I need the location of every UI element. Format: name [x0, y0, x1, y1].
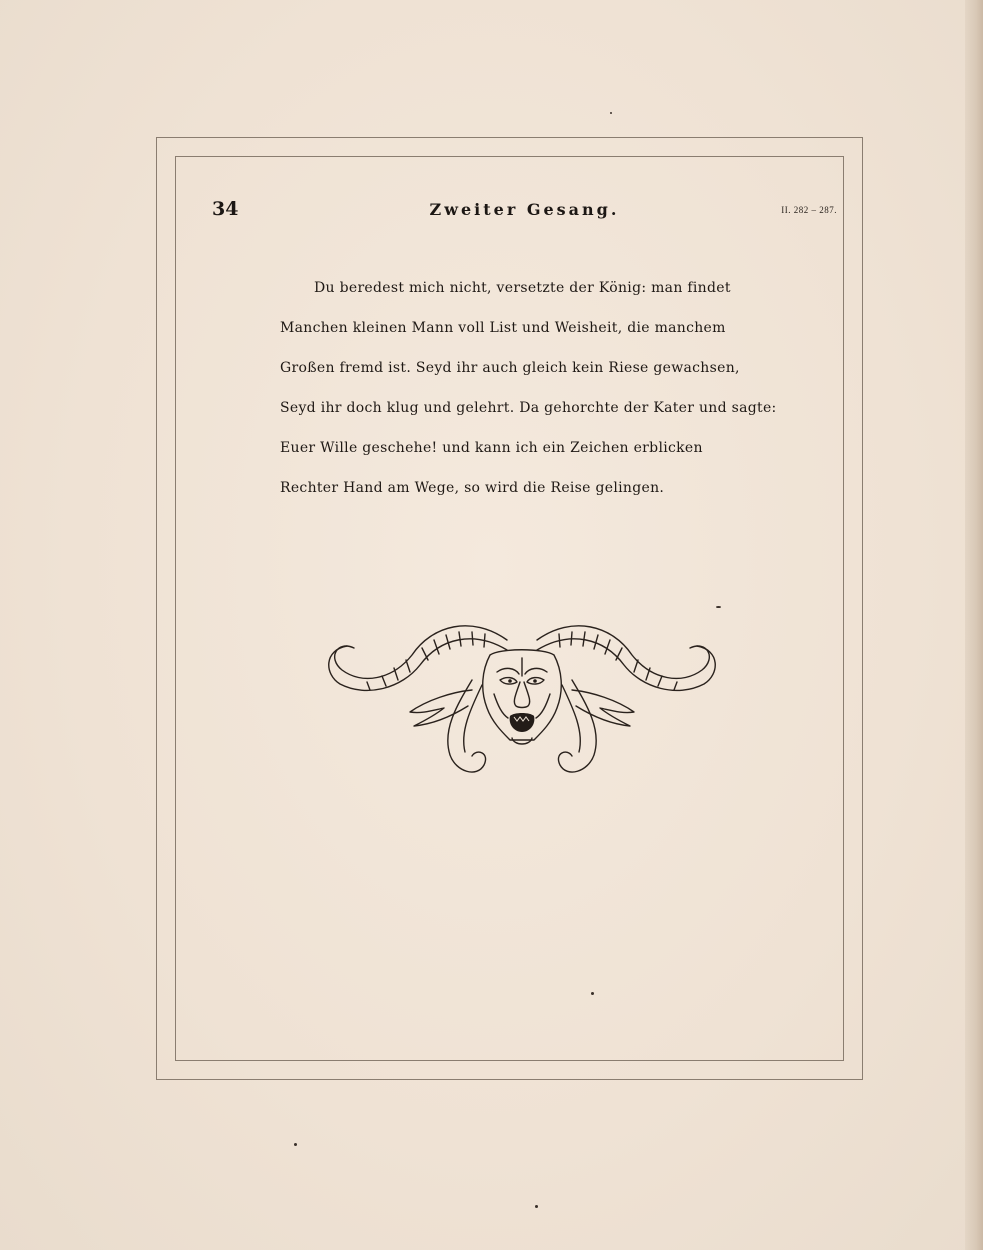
verse-range: II. 282 – 287. [781, 205, 837, 215]
paper-speck [610, 112, 612, 114]
poem-line: Seyd ihr doch klug und gelehrt. Da gehorchte der Kater und sagte: [280, 400, 777, 416]
poem-text [280, 268, 777, 508]
page-header [212, 198, 837, 222]
poem-line: Manchen kleinen Mann voll List und Weisheit, die manchem [280, 320, 726, 336]
section-title: Zweiter Gesang. [429, 200, 620, 219]
poem-line: Du beredest mich nicht, versetzte der König: man findet [314, 280, 731, 296]
paper-speck [716, 606, 721, 608]
ram-horned-mask-icon [322, 610, 722, 790]
paper-speck [535, 1205, 538, 1208]
poem-line: Rechter Hand am Wege, so wird die Reise gelingen. [280, 480, 665, 496]
paper-speck [591, 992, 594, 995]
poem-line: Großen fremd ist. Seyd ihr auch gleich kein Riese gewachsen, [280, 360, 740, 376]
poem-line: Euer Wille geschehe! und kann ich ein Zeichen erblicken [280, 440, 703, 456]
page-edge [965, 0, 983, 1250]
page-number: 34 [212, 198, 239, 220]
paper-speck [294, 1143, 297, 1146]
